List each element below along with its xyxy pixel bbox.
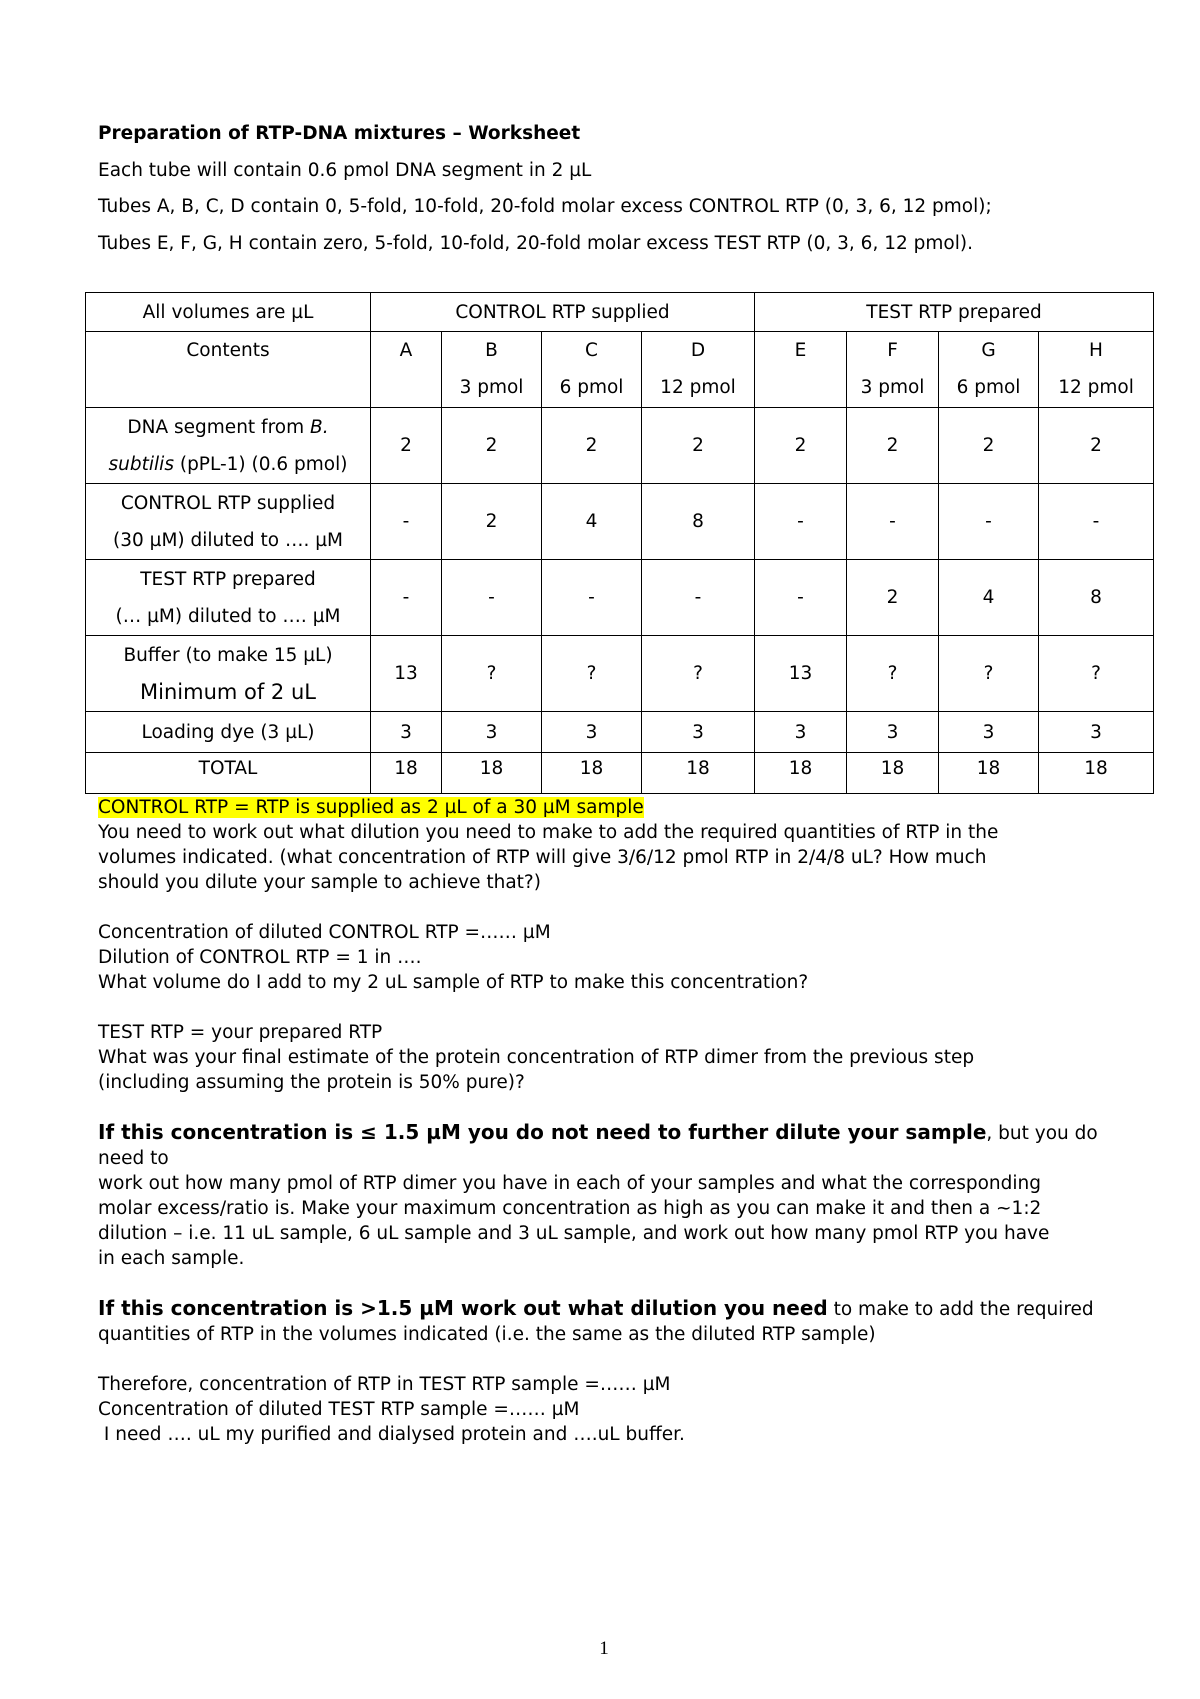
contents-label: Contents bbox=[86, 332, 371, 408]
control-concentration-line: Concentration of diluted CONTROL RTP =…… µM bbox=[98, 922, 551, 943]
tube-letter: F bbox=[887, 340, 898, 361]
tube-header bbox=[847, 332, 939, 408]
test-rtp-label-line: (… µM) diluted to …. µM bbox=[115, 605, 341, 627]
tube-letter: A bbox=[399, 340, 413, 361]
tube-letter: D bbox=[690, 340, 706, 361]
volume-needed-line: I need …. uL my purified and dialysed protein and ….uL buffer. bbox=[98, 1424, 685, 1445]
value-cell: 2 bbox=[755, 408, 847, 484]
contents-row bbox=[86, 332, 1154, 408]
volume-question: What volume do I add to my 2 uL sample of RTP to make this concentration? bbox=[98, 972, 809, 993]
value-cell: 2 bbox=[847, 560, 939, 636]
tube-header bbox=[371, 332, 442, 408]
tube-header bbox=[442, 332, 542, 408]
buffer-label-line: Buffer (to make 15 µL) bbox=[123, 644, 333, 666]
value-cell: ? bbox=[939, 636, 1039, 712]
dna-label-part: DNA segment from bbox=[127, 416, 310, 438]
control-rtp-row bbox=[86, 484, 1154, 560]
value-cell: - bbox=[642, 560, 755, 636]
corner-cell: All volumes are µL bbox=[86, 293, 371, 332]
control-rtp-label-line: CONTROL RTP supplied bbox=[120, 492, 336, 514]
header-row bbox=[86, 293, 1154, 332]
test-rtp-label-line: TEST RTP prepared bbox=[140, 568, 316, 590]
dye-label: Loading dye (3 µL) bbox=[86, 712, 371, 753]
dna-label-genus: B. bbox=[310, 416, 329, 438]
low-concentration-rule: If this concentration is ≤ 1.5 µM you do not need to further dilute your sample bbox=[98, 1120, 987, 1144]
value-cell: - bbox=[1039, 484, 1154, 560]
dna-row bbox=[86, 408, 1154, 484]
note-line: volumes indicated. (what concentration of RTP will give 3/6/12 pmol RTP in 2/4/8 uL? How much bbox=[98, 847, 987, 868]
value-cell: 18 bbox=[755, 753, 847, 794]
test-rtp-row bbox=[86, 560, 1154, 636]
buffer-label bbox=[86, 636, 371, 712]
buffer-minimum-note: Minimum of 2 uL bbox=[140, 679, 316, 704]
tube-letter: B bbox=[485, 340, 498, 361]
value-cell: 3 bbox=[939, 712, 1039, 753]
control-dilution-line: Dilution of CONTROL RTP = 1 in …. bbox=[98, 947, 422, 968]
value-cell: 18 bbox=[847, 753, 939, 794]
value-cell: 2 bbox=[542, 408, 642, 484]
intro-line-1: Each tube will contain 0.6 pmol DNA segment in 2 µL bbox=[98, 159, 592, 181]
value-cell: ? bbox=[847, 636, 939, 712]
tube-header bbox=[542, 332, 642, 408]
value-cell: 3 bbox=[442, 712, 542, 753]
value-cell: - bbox=[371, 560, 442, 636]
value-cell: 2 bbox=[442, 484, 542, 560]
test-group-header: TEST RTP prepared bbox=[755, 293, 1154, 332]
tube-letter: H bbox=[1089, 340, 1103, 361]
tube-letter: E bbox=[794, 340, 807, 361]
value-cell: - bbox=[371, 484, 442, 560]
value-cell: - bbox=[755, 560, 847, 636]
value-cell: 3 bbox=[847, 712, 939, 753]
intro-line-2: Tubes A, B, C, D contain 0, 5-fold, 10-fold, 20-fold molar excess CONTROL RTP (0, 3, 6, 12 pmol); bbox=[98, 196, 992, 217]
value-cell: 18 bbox=[542, 753, 642, 794]
value-cell: 2 bbox=[939, 408, 1039, 484]
value-cell: 2 bbox=[442, 408, 542, 484]
page-title: Preparation of RTP-DNA mixtures – Worksheet bbox=[98, 123, 581, 144]
diluted-test-concentration-line: Concentration of diluted TEST RTP sample =…… µM bbox=[98, 1399, 580, 1420]
value-cell: 13 bbox=[371, 636, 442, 712]
note-line: work out how many pmol of RTP dimer you have in each of your samples and what the corresponding bbox=[98, 1173, 1041, 1194]
tube-letter: C bbox=[585, 340, 598, 361]
intro-block bbox=[98, 116, 1108, 262]
tube-letter: G bbox=[981, 340, 996, 361]
tube-header bbox=[642, 332, 755, 408]
test-concentration-line: Therefore, concentration of RTP in TEST RTP sample =…… µM bbox=[98, 1374, 671, 1395]
tube-amount: 12 pmol bbox=[1058, 377, 1134, 398]
value-cell: 3 bbox=[1039, 712, 1154, 753]
note-line: quantities of RTP in the volumes indicated (i.e. the same as the diluted RTP sample) bbox=[98, 1324, 876, 1345]
value-cell: 3 bbox=[542, 712, 642, 753]
dna-label bbox=[86, 408, 371, 484]
dna-label-part: (pPL-1) (0.6 pmol) bbox=[173, 453, 348, 475]
buffer-row bbox=[86, 636, 1154, 712]
high-concentration-rule: If this concentration is >1.5 µM work out what dilution you need bbox=[98, 1296, 828, 1320]
value-cell: 8 bbox=[642, 484, 755, 560]
value-cell: 3 bbox=[755, 712, 847, 753]
page-number: 1 bbox=[599, 1638, 609, 1659]
tube-amount: 6 pmol bbox=[956, 377, 1021, 398]
value-cell: - bbox=[755, 484, 847, 560]
value-cell: 18 bbox=[1039, 753, 1154, 794]
note-line: in each sample. bbox=[98, 1248, 245, 1269]
instructions-block bbox=[98, 795, 1118, 1447]
total-label: TOTAL bbox=[86, 753, 371, 794]
note-line: You need to work out what dilution you need to make to add the required quantities of RTP in the bbox=[98, 822, 999, 843]
tube-header bbox=[755, 332, 847, 408]
value-cell: - bbox=[847, 484, 939, 560]
control-rtp-label bbox=[86, 484, 371, 560]
value-cell: 13 bbox=[755, 636, 847, 712]
value-cell: 18 bbox=[642, 753, 755, 794]
dye-row bbox=[86, 712, 1154, 753]
test-rtp-definition: TEST RTP = your prepared RTP bbox=[98, 1022, 383, 1043]
note-line: to make to add the required bbox=[827, 1299, 1094, 1320]
total-row bbox=[86, 753, 1154, 794]
dna-label-species: subtilis bbox=[108, 453, 174, 475]
value-cell: 3 bbox=[371, 712, 442, 753]
note-line: What was your final estimate of the protein concentration of RTP dimer from the previous step bbox=[98, 1047, 975, 1068]
value-cell: 18 bbox=[939, 753, 1039, 794]
note-line: molar excess/ratio is. Make your maximum concentration as high as you can make it and then a ~1:2 bbox=[98, 1198, 1042, 1219]
value-cell: 4 bbox=[939, 560, 1039, 636]
note-line: (including assuming the protein is 50% pure)? bbox=[98, 1072, 525, 1093]
tube-amount: 6 pmol bbox=[559, 377, 624, 398]
mixture-table bbox=[85, 292, 1154, 794]
note-line: dilution – i.e. 11 uL sample, 6 uL sample and 3 uL sample, and work out how many pmol RTP you have bbox=[98, 1223, 1050, 1244]
tube-amount: 3 pmol bbox=[860, 377, 925, 398]
value-cell: ? bbox=[642, 636, 755, 712]
control-rtp-label-line: (30 µM) diluted to …. µM bbox=[113, 529, 343, 551]
value-cell: 4 bbox=[542, 484, 642, 560]
intro-line-3: Tubes E, F, G, H contain zero, 5-fold, 10-fold, 20-fold molar excess TEST RTP (0, 3, 6, 12 pmol). bbox=[98, 232, 973, 254]
tube-header bbox=[1039, 332, 1154, 408]
tube-amount: 3 pmol bbox=[459, 377, 524, 398]
value-cell: 8 bbox=[1039, 560, 1154, 636]
note-line: , but you do need to bbox=[98, 1123, 1098, 1169]
control-group-header: CONTROL RTP supplied bbox=[371, 293, 755, 332]
value-cell: ? bbox=[542, 636, 642, 712]
value-cell: 18 bbox=[442, 753, 542, 794]
value-cell: - bbox=[542, 560, 642, 636]
value-cell: 3 bbox=[642, 712, 755, 753]
value-cell: 2 bbox=[642, 408, 755, 484]
note-line: should you dilute your sample to achieve that?) bbox=[98, 872, 541, 893]
value-cell: ? bbox=[1039, 636, 1154, 712]
tube-header bbox=[939, 332, 1039, 408]
value-cell: 18 bbox=[371, 753, 442, 794]
control-rtp-highlight: CONTROL RTP = RTP is supplied as 2 µL of a 30 µM sample bbox=[98, 797, 644, 818]
value-cell: 2 bbox=[847, 408, 939, 484]
value-cell: 2 bbox=[371, 408, 442, 484]
value-cell: - bbox=[939, 484, 1039, 560]
test-rtp-label bbox=[86, 560, 371, 636]
value-cell: ? bbox=[442, 636, 542, 712]
value-cell: - bbox=[442, 560, 542, 636]
value-cell: 2 bbox=[1039, 408, 1154, 484]
tube-amount: 12 pmol bbox=[660, 377, 736, 398]
